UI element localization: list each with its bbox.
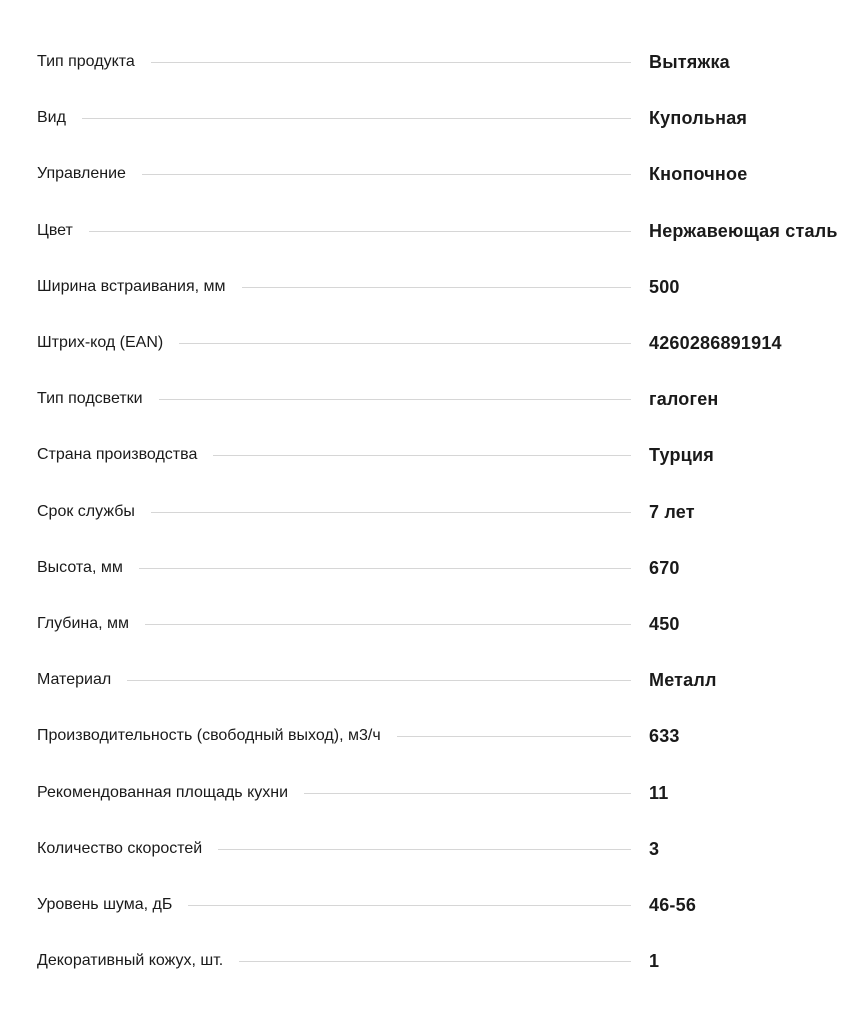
spec-label-wrap [37,951,631,971]
spec-label-wrap [37,221,631,241]
spec-value: Турция [649,445,714,466]
spec-label-wrap [37,108,631,128]
spec-row-barcode [37,315,858,371]
spec-label: Цвет [37,221,73,239]
spec-value: 1 [649,951,660,972]
spec-leader-line [89,231,631,232]
spec-row-service-life [37,484,858,540]
spec-value: 670 [649,557,680,578]
spec-value: 11 [649,782,669,803]
spec-label: Вид [37,109,66,127]
spec-label-wrap [37,670,631,690]
spec-row-decorative-casing [37,933,858,989]
spec-label-wrap [37,277,631,297]
spec-leader-line [127,680,631,681]
spec-row-built-in-width [37,259,858,315]
spec-label-wrap [37,558,631,578]
spec-label: Уровень шума, дБ [37,895,173,913]
spec-label-wrap [37,389,631,409]
spec-row-kitchen-area [37,764,858,820]
spec-value: Нержавеющая сталь [649,220,838,241]
spec-label-wrap [37,614,631,634]
spec-row-speeds [37,821,858,877]
spec-value: 46-56 [649,894,697,915]
spec-leader-line [188,905,631,906]
spec-leader-line [213,455,631,456]
spec-label-wrap [37,445,631,465]
spec-leader-line [139,568,631,569]
spec-value: 3 [649,838,660,859]
spec-row-control [37,146,858,202]
spec-value: 633 [649,726,680,747]
spec-leader-line [142,174,631,175]
product-specs-list [37,34,858,989]
spec-value: 7 лет [649,501,695,522]
spec-label: Тип подсветки [37,390,143,408]
spec-row-material [37,652,858,708]
spec-value: Вытяжка [649,52,730,73]
spec-value: 4260286891914 [649,333,782,354]
spec-row-depth [37,596,858,652]
spec-row-height [37,540,858,596]
spec-leader-line [242,287,631,288]
spec-leader-line [239,961,631,962]
spec-value: Кнопочное [649,164,748,185]
spec-row-noise-level [37,877,858,933]
spec-label: Срок службы [37,502,135,520]
spec-row-kind [37,90,858,146]
spec-value: 450 [649,613,680,634]
spec-value: галоген [649,389,719,410]
spec-label: Материал [37,671,112,689]
spec-label: Глубина, мм [37,614,130,632]
spec-label: Высота, мм [37,558,123,576]
spec-row-lighting-type [37,371,858,427]
spec-label-wrap [37,895,631,915]
spec-leader-line [179,343,631,344]
spec-label: Страна производства [37,446,198,464]
spec-row-product-type [37,34,858,90]
spec-label: Тип продукта [37,53,135,71]
spec-leader-line [304,793,631,794]
spec-label: Рекомендованная площадь кухни [37,783,289,801]
spec-label-wrap [37,783,631,803]
spec-leader-line [159,399,631,400]
spec-label: Количество скоростей [37,839,203,857]
spec-label: Штрих-код (EAN) [37,334,164,352]
spec-leader-line [82,118,631,119]
spec-leader-line [145,624,631,625]
spec-value: Купольная [649,108,748,129]
spec-label-wrap [37,502,631,522]
spec-label-wrap [37,726,631,746]
spec-leader-line [151,512,631,513]
spec-label-wrap [37,839,631,859]
spec-row-capacity [37,708,858,764]
spec-label: Ширина встраивания, мм [37,277,226,295]
spec-label: Управление [37,165,126,183]
spec-row-color [37,203,858,259]
spec-row-country [37,427,858,483]
spec-label: Производительность (свободный выход), м3/ч [37,727,381,745]
spec-leader-line [397,736,631,737]
spec-label-wrap [37,52,631,72]
spec-label-wrap [37,333,631,353]
spec-leader-line [218,849,631,850]
spec-value: 500 [649,276,680,297]
spec-label-wrap [37,164,631,184]
spec-leader-line [151,62,631,63]
spec-value: Металл [649,670,717,691]
spec-label: Декоративный кожух, шт. [37,952,224,970]
